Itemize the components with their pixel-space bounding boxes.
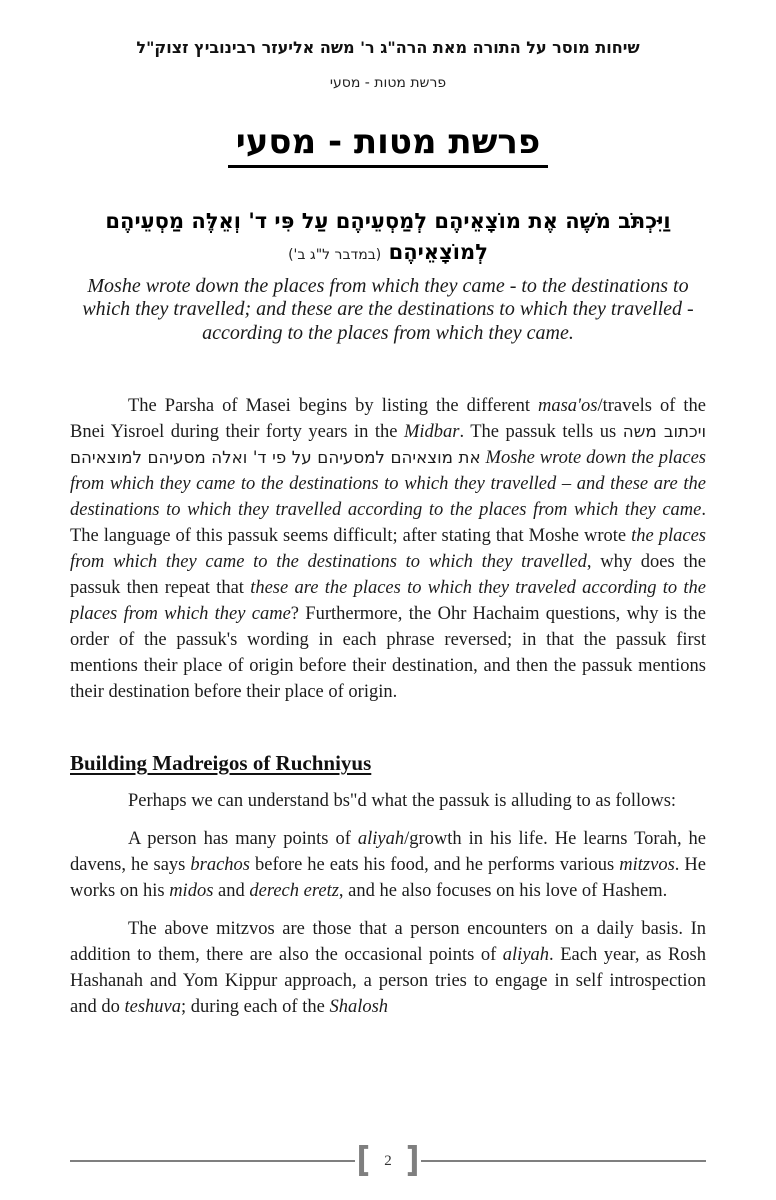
document-subheader-parsha: פרשת מטות - מסעי [329, 75, 447, 91]
footer-rule-right [421, 1160, 706, 1162]
page-number-bracket-right-icon: ] [405, 1140, 420, 1181]
page-title-wrap [70, 123, 706, 168]
verse-translation: Moshe wrote down the places from which they came - to the destinations to which they travelled; and these are the destinations to which they travelled - according to the places from which they came. [82, 274, 694, 344]
page-title: פרשת מטות - מסעי [228, 123, 548, 168]
paragraph-daily-mitzvos: The above mitzvos are those that a person encounters on a daily basis. In addition to them, there are also the occasional points of aliyah. Each year, as Rosh Hashanah and Yom Kippur approach, a person tries to engage in self introspection and do teshuva; during each of the Shalosh [70, 919, 706, 1018]
verse-line-2-word: לְמוֹצָאֵיהֶם [388, 239, 488, 264]
paragraph-perhaps: Perhaps we can understand bs"d what the passuk is alluding to as follows: [128, 791, 677, 812]
verse-block [70, 206, 706, 267]
page-number-group [355, 1140, 422, 1181]
section-heading-building-madreigos: Building Madreigos of Ruchniyus [70, 751, 372, 776]
page-content [70, 0, 706, 1132]
page-footer [70, 1136, 706, 1186]
paragraph-person-aliyah: A person has many points of aliyah/growth in his life. He learns Torah, he davens, he says brachos before he eats his food, and he performs various mitzvos. He works on his midos and derech eretz, and he also focuses on his love of Hashem. [70, 829, 706, 902]
page-number-bracket-left-icon: [ [356, 1140, 371, 1181]
verse-source-citation: (במדבר ל"ג ב') [288, 246, 382, 263]
page-number: 2 [384, 1152, 392, 1169]
document-header-hebrew: שיחות מוסר על התורה מאת הרה"ג ר' משה אליעזר רבינוביץ זצוק"ל [136, 38, 640, 57]
paragraph-intro: The Parsha of Masei begins by listing the different masa'os/travels of the Bnei Yisroel during their forty years in the Midbar. The passuk tells us ויכתוב משה את מוצאיהם למסעיהם על פי ד' ואלה מסעיהם למוצאיהם Moshe wrote down the places from which they came to the destinations to which they travelled – and these are the destinations to which they travelled according to the places from which they came. The language of this passuk seems difficult; after stating that Moshe wrote the places from which they came to the destinations to which they travelled, why does the passuk then repeat that these are the places to which they traveled according to the places from which they came? Furthermore, the Ohr Hachaim questions, why is the order of the passuk's wording in each phrase reversed; in that the passuk first mentions their place of origin before their destination, and then the passuk mentions their destination before their place of origin. [70, 396, 706, 703]
footer-rule-left [70, 1160, 355, 1162]
verse-line-1: וַיִּכְתֹּב מֹשֶׁה אֶת מוֹצָאֵיהֶם לְמַסְעֵיהֶם עַל פִּי ד' וְאֵלֶּה מַסְעֵיהֶם [105, 209, 671, 234]
